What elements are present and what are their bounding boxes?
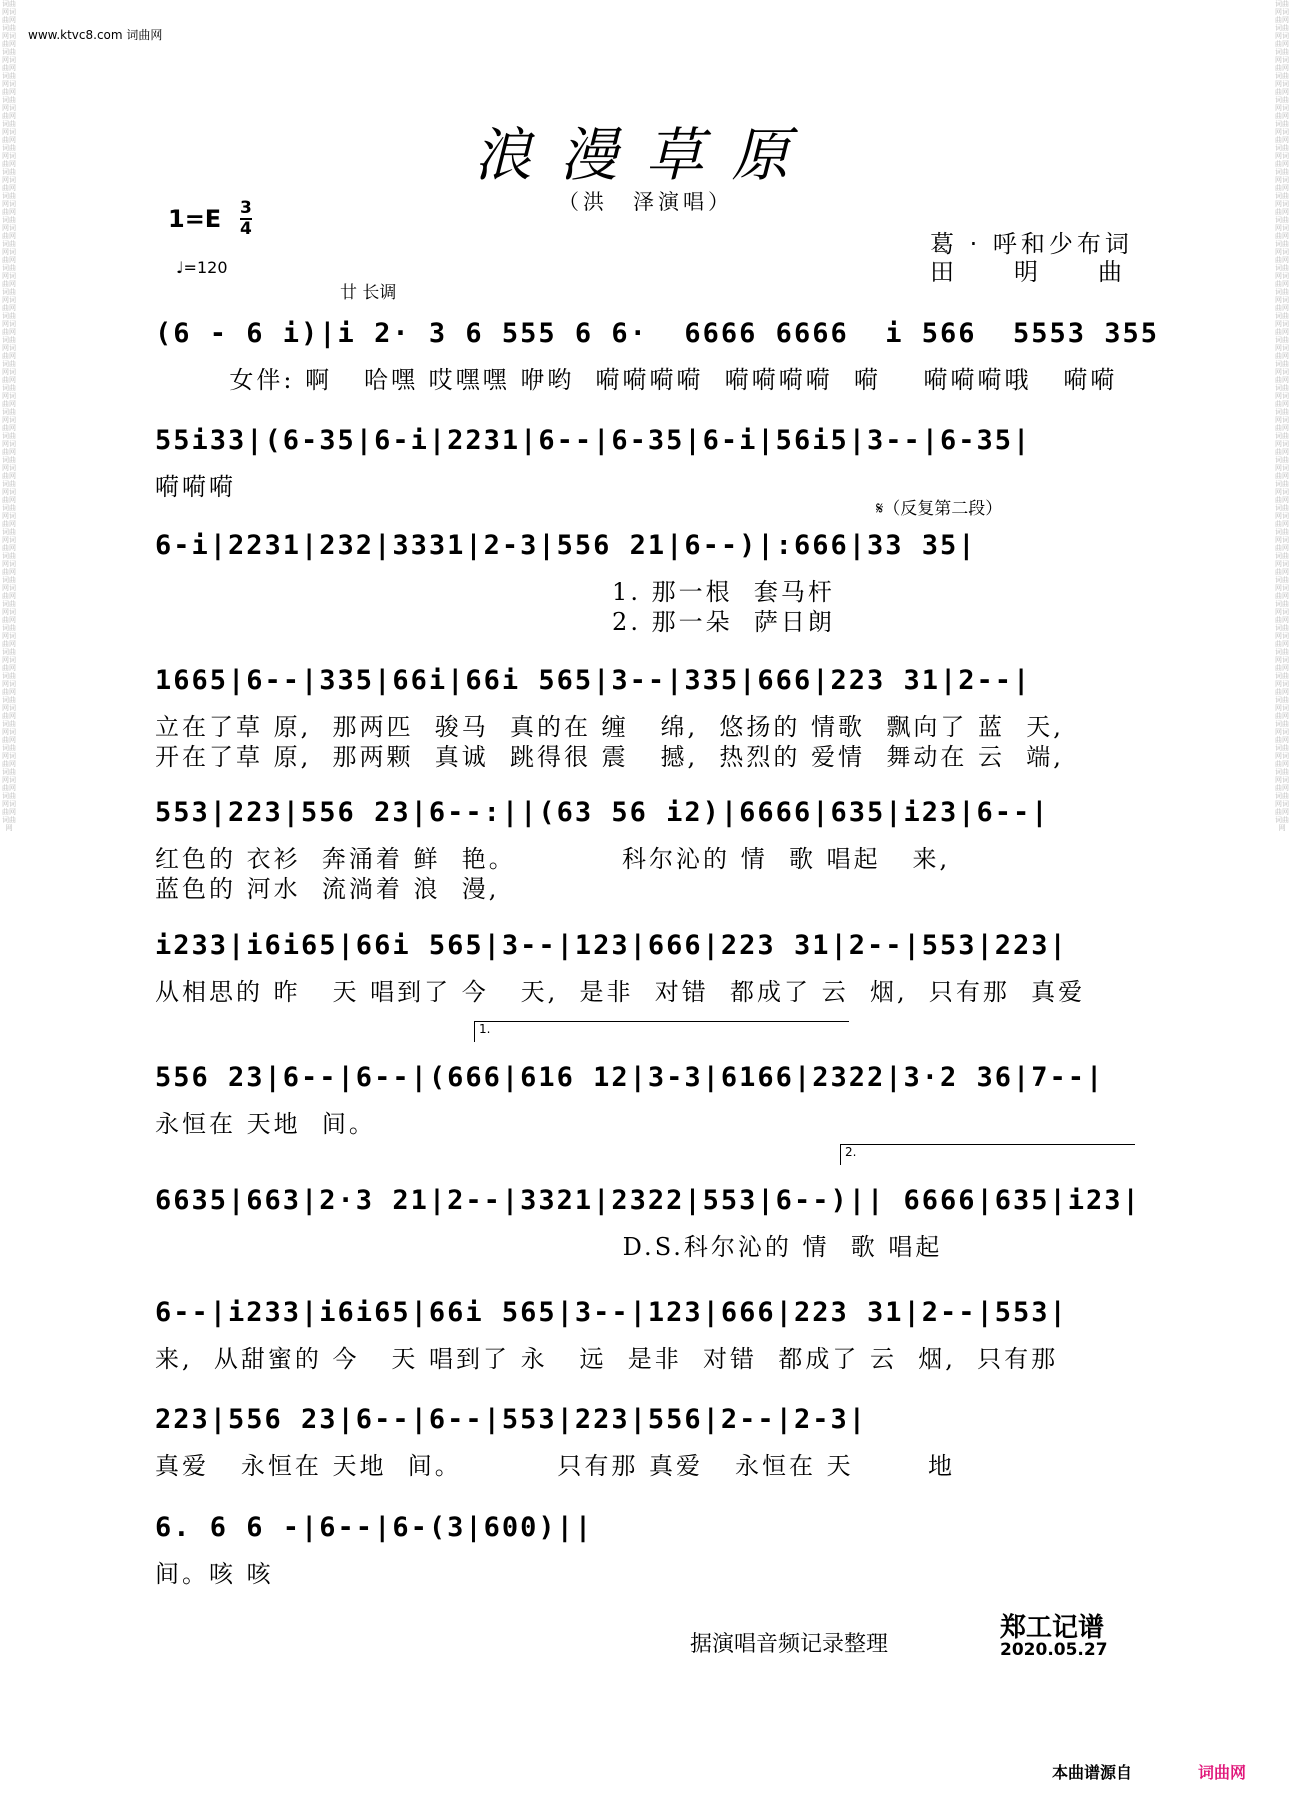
volta-1: 1.	[474, 1021, 849, 1042]
notation: 6635|663|2·3 21|2--|3321|2322|553|6--)|| 6666|635|i23|	[155, 1185, 1141, 1216]
notation: i233|i6i65|66i 565|3--|123|666|223 31|2--|553|223|	[155, 930, 1068, 961]
transcriber: 郑工记谱	[1000, 1613, 1105, 1643]
composer-credit: 田 明 曲	[930, 258, 1126, 286]
lyrics: 永恒在 天地 间。	[155, 1110, 376, 1138]
watermark-strip-left: 词曲网词曲网词曲网词曲网词曲网词曲网词曲网词曲网词曲网词曲网词曲网词曲网词曲网词曲网词曲网词曲网词曲网词曲网词曲网词曲网词曲网词曲网词曲网词曲网词曲网词曲网词曲网词曲网词曲网词曲网词曲网词曲网词曲网词曲网词曲网词曲网词曲网词曲网词曲网词曲网词曲网词曲网词曲网词曲网词曲网词曲网词曲网词曲网词曲网词曲网词曲网词曲网词曲网词曲网词曲网词曲网词曲网词曲网词曲网词曲网词曲网词曲网词曲网词曲网词曲网词曲网词曲网词曲网词曲网	[2, 0, 16, 832]
time-signature	[240, 199, 252, 239]
performer-subtitle: （洪 泽演唱）	[558, 190, 733, 214]
lyrics: 立在了草 原, 那两匹 骏马 真的在 缠 绵, 悠扬的 情歌 飘向了 蓝 天,	[155, 713, 1064, 741]
notation: 223|556 23|6--|6--|553|223|556|2--|2-3|	[155, 1404, 867, 1435]
source-site: www.ktvc8.com 词曲网	[28, 28, 163, 42]
lyrics: 从相思的 昨 天 唱到了 今 天, 是非 对错 都成了 云 烟, 只有那 真爱	[155, 978, 1086, 1006]
notation: 6-i|2231|232|3331|2-3|556 21|6--)|:666|33 35|	[155, 530, 977, 561]
volta-2: 2.	[840, 1144, 1135, 1165]
notation: 6--|i233|i6i65|66i 565|3--|123|666|223 31|2--|553|	[155, 1297, 1068, 1328]
lyricist-credit: 葛 · 呼和少布词	[930, 230, 1133, 258]
notation: 6. 6 6 -|6--|6-(3|600)||	[155, 1512, 594, 1543]
lyrics: 嗬嗬嗬	[155, 473, 236, 501]
meter-bottom: 4	[240, 219, 252, 239]
source-brand: 词曲网	[1198, 1763, 1247, 1782]
notation: 553|223|556 23|6--:||(63 56 i2)|6666|635|i23|6--|	[155, 797, 1050, 828]
lyrics-second-verse: 2. 那一朵 萨日朗	[155, 608, 835, 636]
watermark-strip-right: 词曲网词曲网词曲网词曲网词曲网词曲网词曲网词曲网词曲网词曲网词曲网词曲网词曲网词曲网词曲网词曲网词曲网词曲网词曲网词曲网词曲网词曲网词曲网词曲网词曲网词曲网词曲网词曲网词曲网词曲网词曲网词曲网词曲网词曲网词曲网词曲网词曲网词曲网词曲网词曲网词曲网词曲网词曲网词曲网词曲网词曲网词曲网词曲网词曲网词曲网词曲网词曲网词曲网词曲网词曲网词曲网词曲网词曲网词曲网词曲网词曲网词曲网词曲网词曲网词曲网词曲网词曲网词曲网词曲网	[1275, 0, 1289, 832]
meter-top: 3	[240, 198, 252, 218]
notation: 55i33|(6-35|6-i|2231|6--|6-35|6-i|56i5|3--|6-35|	[155, 425, 1032, 456]
footer-note: 据演唱音频记录整理	[690, 1632, 889, 1657]
lyrics: 真爱 永恒在 天地 间。 只有那 真爱 永恒在 天 地	[155, 1452, 955, 1480]
lyrics: 女伴: 啊 哈嘿 哎嘿嘿 咿哟 嗬嗬嗬嗬 嗬嗬嗬嗬 嗬 嗬嗬嗬哦 嗬嗬	[155, 366, 1118, 394]
key-signature: 1=E	[168, 205, 222, 233]
song-title: 浪漫草原	[473, 121, 818, 189]
segno-note: 𝄋（反复第二段）	[876, 499, 1003, 519]
lyrics: 红色的 衣衫 奔涌着 鲜 艳。 科尔沁的 情 歌 唱起 来,	[155, 845, 951, 873]
notation: 556 23|6--|6--|(666|616 12|3-3|6166|2322|3·2 36|7--|	[155, 1062, 1105, 1093]
tempo-mark: ♩=120	[176, 258, 228, 277]
lyrics-second-verse: 蓝色的 河水 流淌着 浪 漫,	[155, 875, 500, 903]
lyrics: 间。咳 咳	[155, 1560, 274, 1588]
lyrics-second-verse: 开在了草 原, 那两颗 真诚 跳得很 震 撼, 热烈的 爱情 舞动在 云 端,	[155, 743, 1064, 771]
notation: (6 - 6 i)|i 2· 3 6 555 6 6· 6666 6666 i 566 5553 355	[155, 318, 1160, 349]
lyrics: 1. 那一根 套马杆	[155, 578, 835, 606]
free-tempo-mark: 廿 长调	[340, 283, 397, 303]
notation: 1665|6--|335|66i|66i 565|3--|335|666|223 31|2--|	[155, 665, 1032, 696]
lyrics: 来, 从甜蜜的 今 天 唱到了 永 远 是非 对错 都成了 云 烟, 只有那	[155, 1345, 1059, 1373]
source-label: 本曲谱源自	[1052, 1763, 1133, 1782]
lyrics: D.S.科尔沁的 情 歌 唱起	[155, 1233, 943, 1261]
transcription-date: 2020.05.27	[1000, 1640, 1108, 1660]
